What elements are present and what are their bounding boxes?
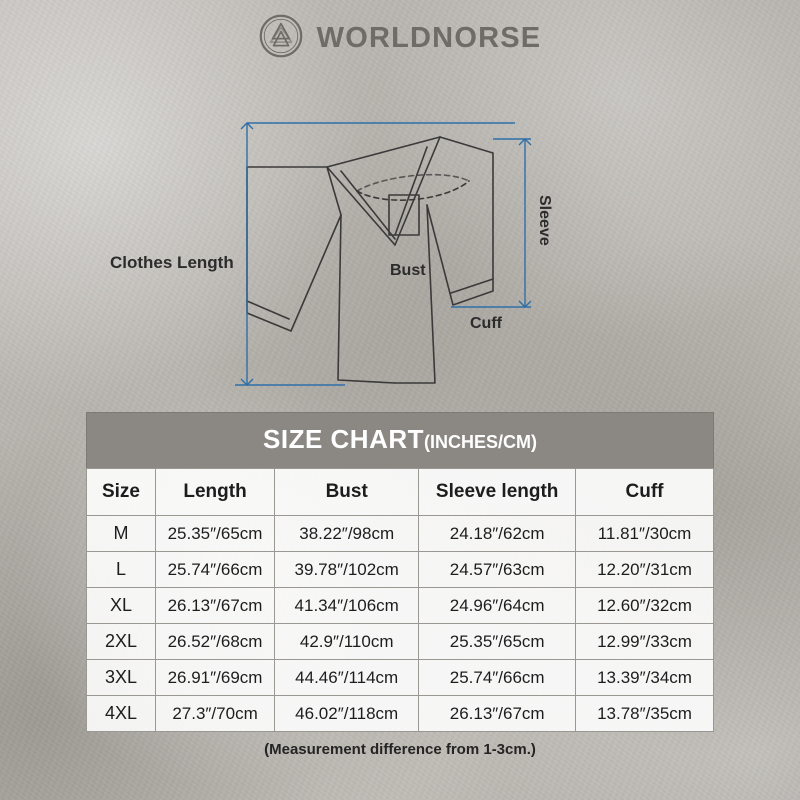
size-chart-title-units: (INCHES/CM) (424, 432, 537, 452)
cell-size: L (87, 552, 156, 588)
table-row (87, 588, 714, 624)
column-header-length: Length (155, 469, 274, 516)
table-row (87, 552, 714, 588)
cell-length: 26.13″/67cm (155, 588, 274, 624)
cell-bust: 38.22″/98cm (275, 516, 419, 552)
label-bust: Bust (390, 262, 426, 279)
cell-cuff: 12.60″/32cm (576, 588, 714, 624)
label-sleeve: Sleeve (536, 195, 553, 246)
garment-illustration (95, 95, 715, 395)
table-row (87, 660, 714, 696)
table-header-row (87, 469, 714, 516)
size-chart-title (86, 412, 714, 468)
column-header-sleeve: Sleeve length (419, 469, 576, 516)
column-header-cuff: Cuff (576, 469, 714, 516)
cell-sleeve: 26.13″/67cm (419, 696, 576, 732)
cell-length: 27.3″/70cm (155, 696, 274, 732)
cell-sleeve: 25.74″/66cm (419, 660, 576, 696)
cell-length: 25.74″/66cm (155, 552, 274, 588)
cell-length: 25.35″/65cm (155, 516, 274, 552)
cell-length: 26.52″/68cm (155, 624, 274, 660)
size-chart-table (86, 468, 714, 732)
brand-name: WORLDNORSE (316, 22, 542, 54)
cell-size: 4XL (87, 696, 156, 732)
cell-length: 26.91″/69cm (155, 660, 274, 696)
size-chart-title-text: SIZE CHART (263, 424, 424, 454)
column-header-size: Size (87, 469, 156, 516)
cell-cuff: 11.81″/30cm (576, 516, 714, 552)
cell-cuff: 12.99″/33cm (576, 624, 714, 660)
cell-cuff: 13.78″/35cm (576, 696, 714, 732)
table-row (87, 516, 714, 552)
cell-sleeve: 24.57″/63cm (419, 552, 576, 588)
cell-cuff: 13.39″/34cm (576, 660, 714, 696)
cell-sleeve: 24.96″/64cm (419, 588, 576, 624)
cell-size: 2XL (87, 624, 156, 660)
cell-bust: 46.02″/118cm (275, 696, 419, 732)
table-row (87, 696, 714, 732)
cell-sleeve: 24.18″/62cm (419, 516, 576, 552)
column-header-bust: Bust (275, 469, 419, 516)
brand-header (0, 14, 800, 63)
valknut-knot-icon (259, 14, 303, 63)
cell-size: M (87, 516, 156, 552)
cell-bust: 41.34″/106cm (275, 588, 419, 624)
cell-bust: 44.46″/114cm (275, 660, 419, 696)
cell-bust: 42.9″/110cm (275, 624, 419, 660)
measurement-note: (Measurement difference from 1-3cm.) (264, 741, 536, 758)
cell-sleeve: 25.35″/65cm (419, 624, 576, 660)
cell-size: 3XL (87, 660, 156, 696)
cell-size: XL (87, 588, 156, 624)
size-chart-block (86, 412, 714, 758)
table-row (87, 624, 714, 660)
label-clothes-length: Clothes Length (110, 253, 234, 272)
label-cuff: Cuff (470, 315, 502, 332)
cell-bust: 39.78″/102cm (275, 552, 419, 588)
cell-cuff: 12.20″/31cm (576, 552, 714, 588)
